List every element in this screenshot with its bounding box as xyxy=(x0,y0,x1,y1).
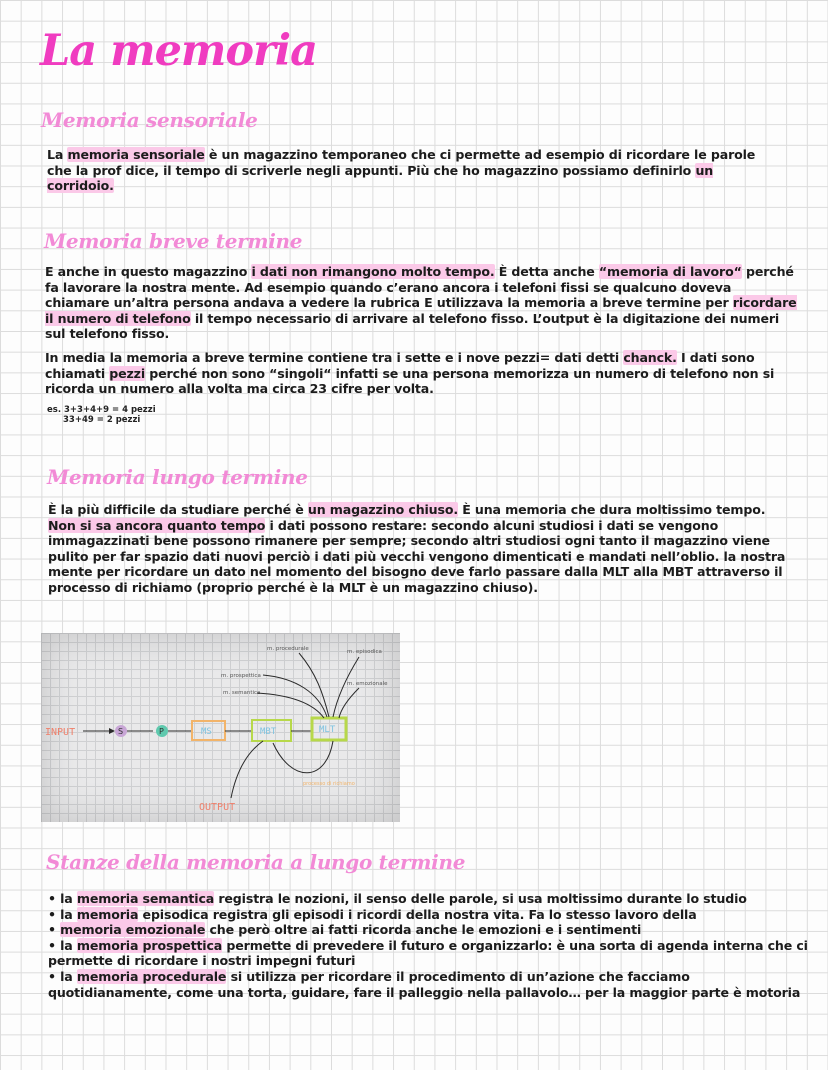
example-note xyxy=(47,405,156,425)
label-m-semantica: m. semantica xyxy=(223,690,261,696)
highlight: i dati non rimangono molto tempo. xyxy=(251,264,495,279)
highlight: memoria emozionale xyxy=(60,922,206,938)
arrow-semantica xyxy=(257,693,324,718)
text: si utilizza per ricordare il procedimento di un’azione che facciamo quotidianamente, come una torta, guidare, fare il palleggio nella pallavolo… per la maggior parte è motoria xyxy=(48,968,801,1000)
label-input: INPUT xyxy=(45,727,76,738)
memory-diagram xyxy=(41,633,400,822)
label-m-prospettica: m. prospettica xyxy=(221,673,261,679)
heading-memoria-breve-termine: Memoria breve termine xyxy=(44,229,303,253)
highlight: un corridoio. xyxy=(47,162,714,194)
text: permette di prevedere il futuro e organizzarlo: è una sorta di agenda interna che ci permette di ricordare i nostri impegni futuri xyxy=(48,937,808,969)
highlight: “memoria di lavoro“ xyxy=(598,264,742,279)
list-item xyxy=(48,922,808,938)
text: perché non sono “singoli“ infatti se una persona memorizza un numero di telefono non si ricorda un numero alla volta ma circa 23 cifre per volta. xyxy=(45,365,775,397)
text: perché fa lavorare la nostra mente. Ad esempio quando c’erano ancora i telefoni fissi se qualcuno doveva chiamare un’altra persona andava a vedere la rubrica E utilizzava la memoria a breve termine per xyxy=(45,264,794,311)
highlight: Non si sa ancora quanto tempo xyxy=(48,517,266,533)
text: che però oltre ai fatti ricorda anche le emozioni e i sentimenti xyxy=(205,922,642,938)
text: il tempo necessario di arrivare al telefono fisso. L’output è la digitazione dei numeri sul telefono fisso. xyxy=(45,310,780,342)
heading-memoria-sensoriale: Memoria sensoriale xyxy=(41,108,258,132)
text: episodica registra gli episodi i ricordi della nostra vita. Fa lo stesso lavoro della xyxy=(138,906,697,922)
label-richiamo: processo di richiamo xyxy=(303,781,355,787)
text: • xyxy=(48,922,61,938)
page-title: La memoria xyxy=(40,26,317,76)
recall-loop xyxy=(273,741,333,773)
highlight: memoria procedurale xyxy=(76,968,227,984)
text: • la xyxy=(48,937,77,953)
text: I dati sono chiamati xyxy=(45,350,755,381)
arrow-episodica xyxy=(333,657,359,717)
highlight: un magazzino chiuso. xyxy=(307,502,458,517)
label-output: OUTPUT xyxy=(199,802,236,813)
text: • la xyxy=(48,968,77,984)
highlight: pezzi xyxy=(109,365,146,381)
text: E anche in questo magazzino xyxy=(45,264,252,279)
label-m-episodica: m. episodica xyxy=(347,649,382,655)
highlight: memoria xyxy=(76,906,139,922)
paragraph-breve-2 xyxy=(45,350,797,397)
text: È la più difficile da studiare perché è xyxy=(48,502,308,517)
label-p: P xyxy=(159,727,164,736)
example-line-2: 33+49 = 2 pezzi xyxy=(63,415,141,425)
list-item xyxy=(48,907,808,923)
arrow-procedurale xyxy=(299,653,329,717)
example-line-1: es. 3+3+4+9 = 4 pezzi xyxy=(47,405,156,415)
paragraph-lungo xyxy=(48,502,796,596)
text: È una memoria che dura moltissimo tempo. xyxy=(457,502,766,517)
label-ms: MS xyxy=(201,727,212,737)
label-s: S xyxy=(118,727,124,736)
list-item xyxy=(48,969,808,1000)
heading-stanze-memoria: Stanze della memoria a lungo termine xyxy=(46,850,466,874)
paragraph-breve-1 xyxy=(45,264,797,342)
highlight: chanck. xyxy=(623,350,677,365)
arrow-emozionale xyxy=(339,688,359,718)
memory-diagram-photo xyxy=(41,633,400,822)
label-mlt: MLT xyxy=(319,725,336,735)
text: i dati possono restare: secondo alcuni studiosi i dati se vengono immagazzinati bene possono rimanere per sempre; secondo altri studiosi ogni tanto il magazzino viene pulito per far spazio dati nuovi perciò i dati più vecchi vengono dimenticati e mandati nell’oblio. la nostra mente per ricordare un dato nel momento del bisogno deve farlo passare dalla MLT alla MBT attraverso il processo di richiamo (proprio perché è la MLT è un magazzino chiuso). xyxy=(48,517,786,595)
arrow-output xyxy=(231,741,263,798)
paragraph-sensoriale xyxy=(47,147,762,194)
highlight: memoria semantica xyxy=(76,891,215,906)
label-mbt: MBT xyxy=(260,727,277,737)
text: registra le nozioni, il senso delle parole, si usa moltissimo durante lo studio xyxy=(214,891,747,906)
memory-types-list xyxy=(48,891,808,1000)
text: • la xyxy=(48,906,77,922)
label-m-emozionale: m. emozionale xyxy=(347,681,388,687)
list-item xyxy=(48,891,808,907)
label-m-procedurale: m. procedurale xyxy=(267,646,309,652)
arrowhead xyxy=(109,728,115,734)
text: è un magazzino temporaneo che ci permette ad esempio di ricordare le parole che la prof dice, il tempo di scriverle negli appunti. Più che ho magazzino possiamo definirlo xyxy=(47,147,756,178)
text: È detta anche xyxy=(494,264,599,279)
list-item xyxy=(48,938,808,969)
highlight: ricordare il numero di telefono xyxy=(45,295,797,326)
text: In media la memoria a breve termine contiene tra i sette e i nove pezzi= dati detti xyxy=(45,350,624,365)
highlight: memoria sensoriale xyxy=(67,147,205,162)
highlight: memoria prospettica xyxy=(76,937,223,953)
text: • la xyxy=(48,891,77,906)
text: La xyxy=(47,147,68,162)
heading-memoria-lungo-termine: Memoria lungo termine xyxy=(47,465,308,489)
